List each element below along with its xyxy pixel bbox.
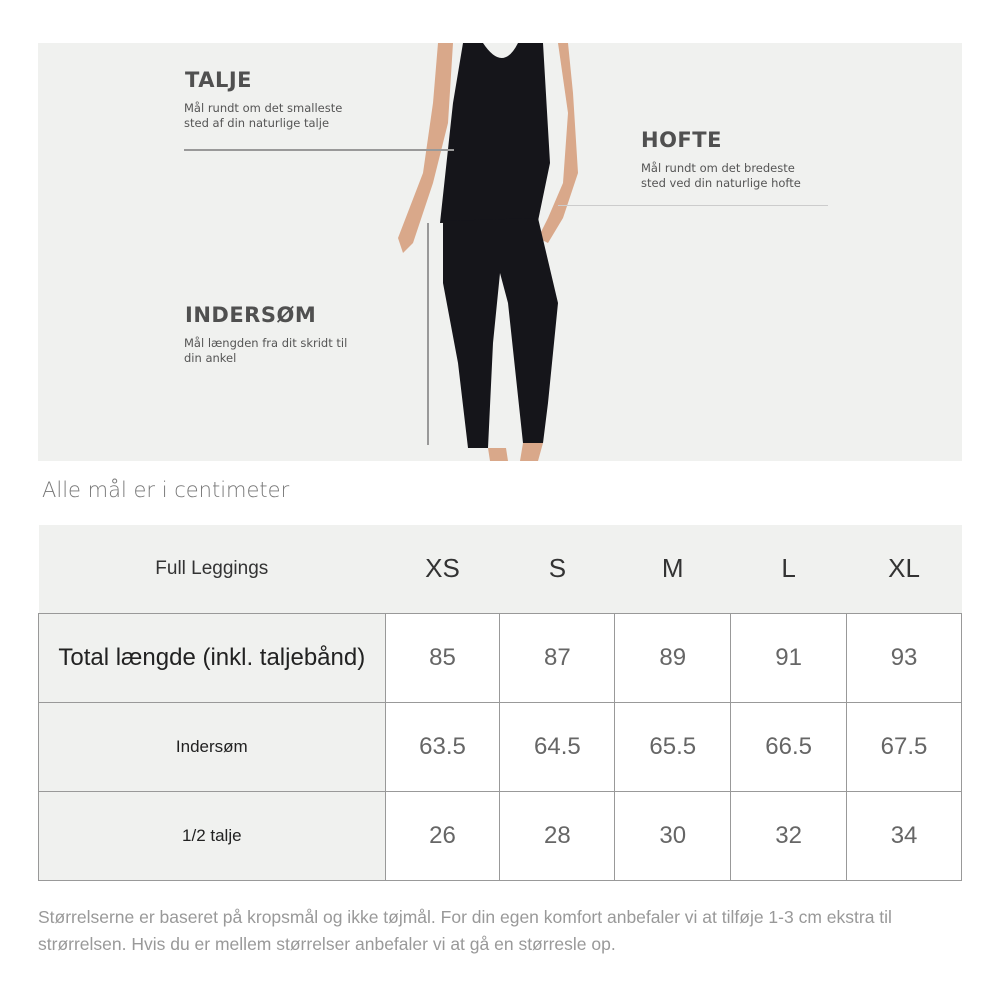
cell: 26 bbox=[385, 791, 500, 880]
inseam-line bbox=[427, 223, 429, 445]
cell: 85 bbox=[385, 613, 500, 702]
waist-title: TALJE bbox=[185, 68, 252, 92]
size-header: S bbox=[500, 525, 615, 613]
cell: 64.5 bbox=[500, 702, 615, 791]
size-header: XL bbox=[847, 525, 962, 613]
waist-line bbox=[184, 149, 454, 151]
row-label: Indersøm bbox=[39, 702, 386, 791]
table-row bbox=[39, 702, 962, 791]
size-header: M bbox=[615, 525, 731, 613]
cell: 34 bbox=[847, 791, 962, 880]
cell: 65.5 bbox=[615, 702, 731, 791]
hip-title: HOFTE bbox=[641, 128, 722, 152]
header-row bbox=[39, 525, 962, 613]
model-figure bbox=[38, 43, 962, 461]
measurement-diagram bbox=[38, 43, 962, 461]
size-header: L bbox=[731, 525, 847, 613]
product-name: Full Leggings bbox=[39, 525, 386, 613]
cell: 87 bbox=[500, 613, 615, 702]
cell: 32 bbox=[731, 791, 847, 880]
row-label: 1/2 talje bbox=[39, 791, 386, 880]
cell: 67.5 bbox=[847, 702, 962, 791]
inseam-desc: Mål længden fra dit skridt til din ankel bbox=[184, 336, 348, 365]
footnote: Størrelserne er baseret på kropsmål og ikke tøjmål. For din egen komfort anbefaler vi at tilføje 1-3 cm ekstra til strørrelsen. Hvis du er mellem størrelser anbefaler vi at gå en størresle op. bbox=[38, 907, 892, 954]
waist-desc: Mål rundt om det smalleste sted af din naturlige talje bbox=[184, 101, 343, 130]
cell: 89 bbox=[615, 613, 731, 702]
cell: 63.5 bbox=[385, 702, 500, 791]
cell: 28 bbox=[500, 791, 615, 880]
table-row bbox=[39, 791, 962, 880]
hip-line bbox=[558, 205, 828, 206]
cell: 93 bbox=[847, 613, 962, 702]
row-label: Total længde (inkl. taljebånd) bbox=[39, 613, 386, 702]
cell: 66.5 bbox=[731, 702, 847, 791]
table-row bbox=[39, 613, 962, 702]
cell: 91 bbox=[731, 613, 847, 702]
size-table bbox=[38, 525, 962, 881]
hip-desc: Mål rundt om det bredeste sted ved din naturlige hofte bbox=[641, 161, 801, 190]
size-header: XS bbox=[385, 525, 500, 613]
units-note: Alle mål er i centimeter bbox=[42, 478, 290, 502]
cell: 30 bbox=[615, 791, 731, 880]
inseam-title: INDERSØM bbox=[185, 303, 317, 327]
